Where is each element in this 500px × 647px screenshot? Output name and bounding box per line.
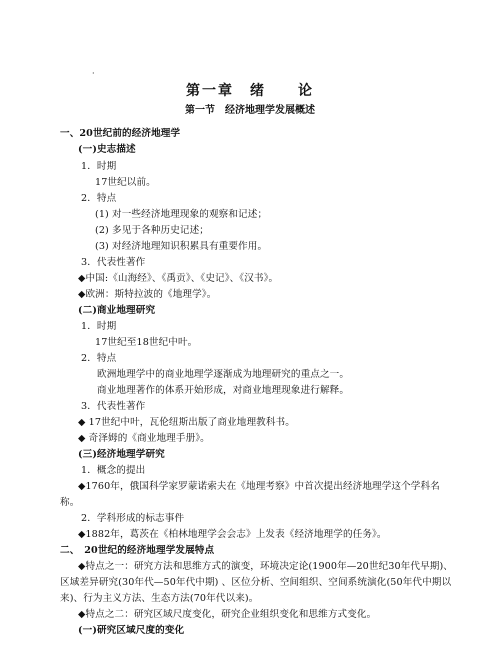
bullet-line: ◆欧洲：斯特拉波的《地理学》。	[78, 289, 217, 300]
bullet-line: ◆ 奇泽姆的《商业地理手册》。	[78, 433, 210, 444]
feature-line: (1) 对一些经济地理现象的观察和记述；	[95, 209, 268, 220]
bullet-line: ◆1760年，俄国科学家罗蒙诺索夫在《地理考察》中首次提出经济地理学这个学科名	[78, 481, 440, 492]
feature-line: (3) 对经济地理知识积累具有重要作用。	[95, 241, 268, 252]
feature-line: 商业地理著作的体系开始形成，对商业地理现象进行解释。	[97, 385, 350, 396]
bullet-line: ◆ 17世纪中叶，瓦伦纽斯出版了商业地理教科书。	[78, 417, 295, 428]
item-concept-label: 1．概念的提出	[81, 465, 146, 476]
heading-pre-20th-century: 一、20世纪前的经济地理学	[60, 128, 181, 139]
section-title: 第一节 经济地理学发展概述	[185, 105, 315, 116]
paragraph-continuation: 称。	[60, 497, 80, 508]
item-period-label: 1．时期	[81, 161, 117, 172]
bullet-line: ◆1882年，葛茨在《柏林地理学会会志》上发表《经济地理学的任务》。	[78, 529, 387, 540]
chapter-title: 第一章 绪 论	[186, 83, 314, 99]
bullet-line: ◆特点之二：研究区域尺度变化，研究企业组织变化和思维方式变化。	[78, 609, 377, 620]
item-features-label: 2．特点	[81, 353, 117, 364]
item-works-label: 3．代表性著作	[81, 257, 146, 268]
item-milestone-label: 2．学科形成的标志事件	[81, 513, 185, 524]
heading-20th-century: 二、 20世纪的经济地理学发展特点	[60, 545, 215, 556]
feature-line: (2) 多见于各种历史记述；	[95, 225, 209, 236]
paragraph-continuation: 区域差异研究(30年代—50年代中期) 、区位分析、空间组织、空间系统演化(50年代中期以	[60, 577, 452, 588]
page-mark: ·	[92, 69, 95, 78]
bullet-line: ◆中国:《山海经》、《禹贡》、《史记》、《汉书》。	[78, 273, 279, 284]
subheading-regional-scale: (一)研究区域尺度的变化	[78, 625, 185, 636]
item-works-label: 3．代表性著作	[81, 401, 146, 412]
subheading-commercial-geography: (二)商业地理研究	[78, 305, 156, 316]
subheading-historical-records: (一)史志描述	[78, 144, 136, 155]
paragraph-continuation: 来)、行为主义方法、生态方法(70年代以来)。	[60, 593, 259, 604]
item-period-text: 17世纪以前。	[95, 177, 156, 188]
item-period-label: 1．时期	[81, 321, 117, 332]
bullet-line: ◆特点之一：研究方法和思维方式的演变，环境决定论(1900年—20世纪30年代早期)、	[78, 561, 453, 572]
subheading-economic-geography: (三)经济地理学研究	[78, 449, 165, 460]
item-features-label: 2．特点	[81, 193, 117, 204]
feature-line: 欧洲地理学中的商业地理学逐渐成为地理研究的重点之一。	[97, 369, 350, 380]
item-period-text: 17世纪至18世纪中叶。	[95, 337, 198, 348]
